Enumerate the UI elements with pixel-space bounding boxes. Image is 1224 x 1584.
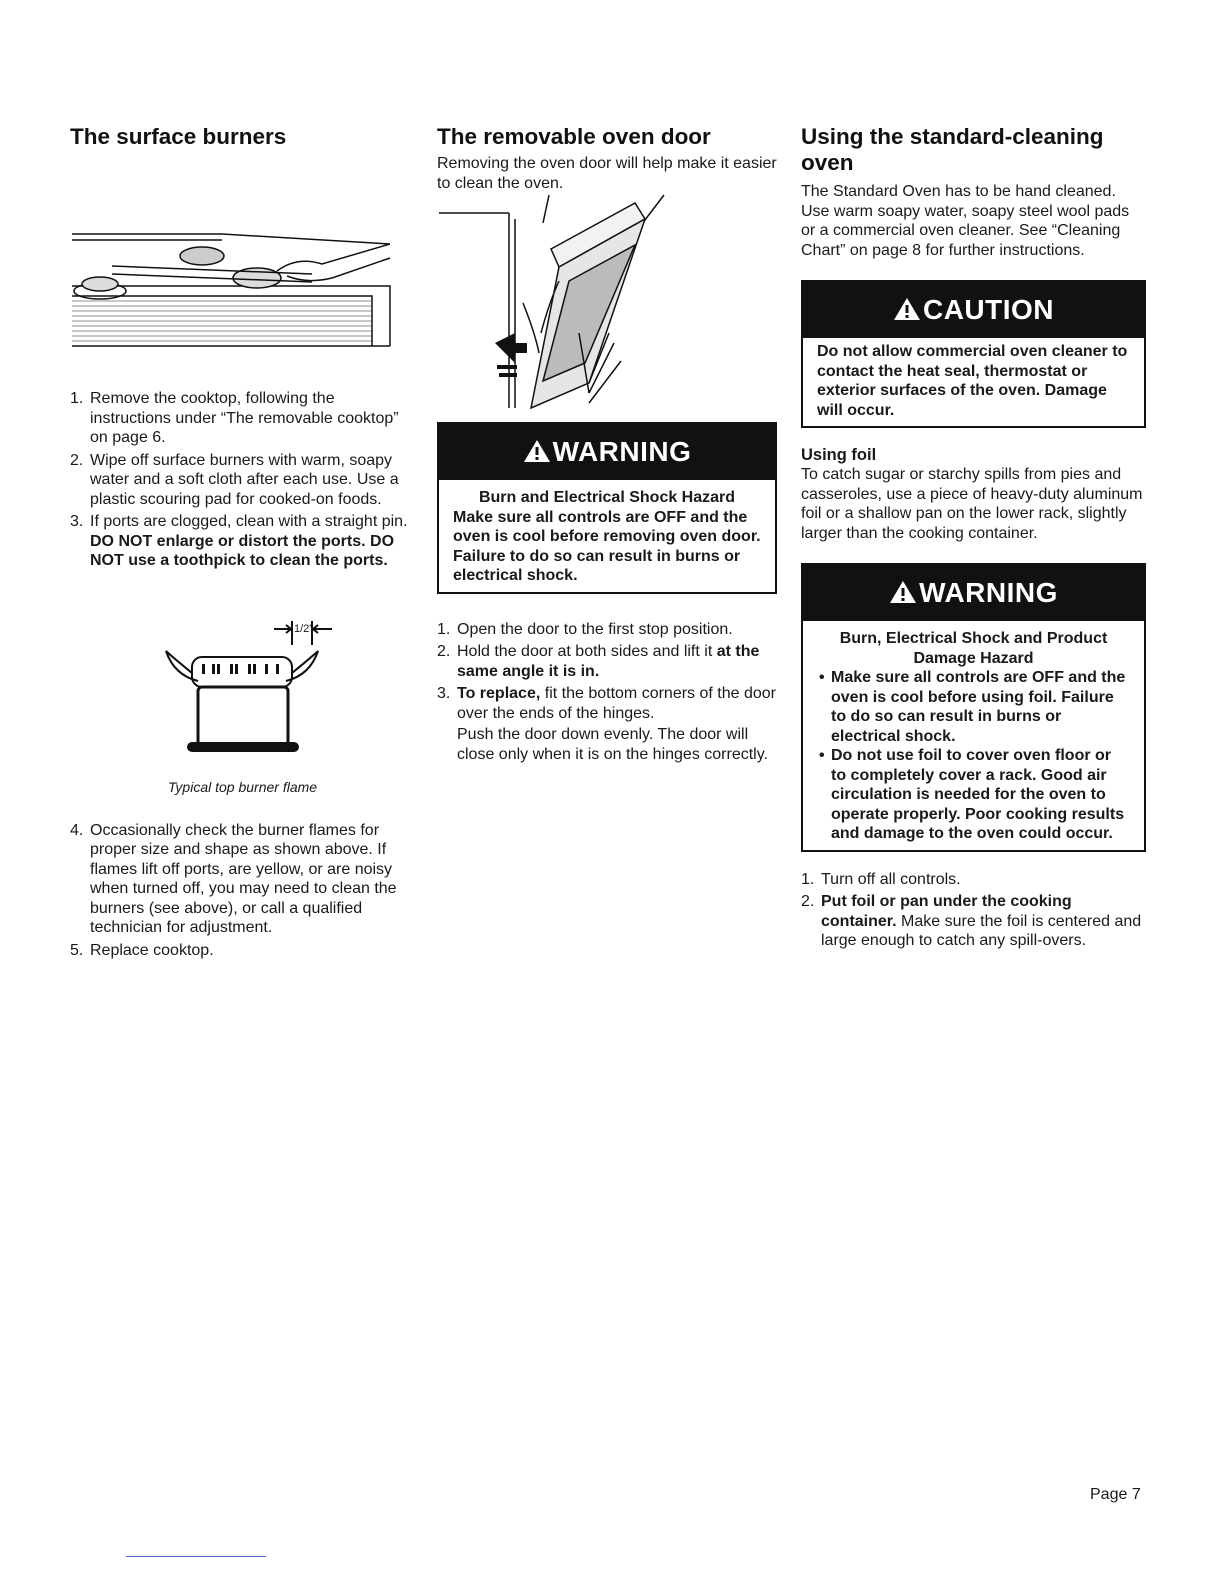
column-surface-burners — [70, 124, 415, 963]
list-item: 1. Turn off all controls. — [801, 870, 961, 888]
caution-text: Do not allow commercial oven cleaner to contact the heat seal, thermostat or exterior surfaces of the oven. Damage will occur. — [817, 343, 1128, 419]
caution-box — [801, 280, 1146, 428]
cleaning-intro: The Standard Oven has to be hand cleaned. Use warm soapy water, soapy steel wool pads or a commercial oven cleaner. See “Cleaning Chart” on page 8 for further instructions. — [801, 183, 1130, 259]
warning-bullet: • Do not use foil to cover oven floor or to completely cover a rack. Good air circulation is needed for the oven to operate properly. Poor cooking results and damage to the oven could occur. — [819, 747, 1125, 842]
warning-text: Make sure all controls are OFF and the oven is cool before removing oven door. Failure to do so can result in burns or electrical shock. — [453, 508, 761, 584]
caution-header: CAUTION — [803, 282, 1144, 338]
foil-warning-box — [801, 563, 1146, 852]
list-item: 1. Open the door to the first stop position. — [437, 620, 733, 638]
foil-text: To catch sugar or starchy spills from pies and casseroles, use a piece of heavy-duty aluminum foil or a shallow pan on the lower rack, slightly larger than the cooking container. — [801, 466, 1143, 542]
flame-caption: Typical top burner flame — [167, 778, 318, 795]
caution-body — [803, 338, 1144, 426]
surface-steps-part2 — [70, 821, 415, 961]
warning-triangle-icon — [523, 426, 551, 482]
warning-hazard-title: Burn, Electrical Shock and Product Damage Hazard — [839, 630, 1108, 667]
warning-body — [803, 621, 1144, 850]
warning-hazard-title: Burn and Electrical Shock Hazard — [478, 489, 736, 506]
warning-triangle-icon — [893, 284, 921, 340]
door-steps — [437, 620, 777, 765]
list-item: 1. Remove the cooktop, following the instructions under “The removable cooktop” on page 6. — [70, 390, 399, 446]
warning-bullet: • Make sure all controls are OFF and the oven is cool before using foil. Failure to do so can result in burns or electrical shock. — [819, 669, 1126, 745]
door-intro: Removing the oven door will help make it easier to clean the oven. — [437, 155, 777, 192]
foil-steps — [801, 870, 1146, 951]
list-item: 2. Hold the door at both sides and lift it at the same angle it is in. — [437, 643, 760, 680]
column-removable-door — [437, 124, 777, 767]
burner-flame-figure — [70, 615, 415, 755]
door-warning-box — [437, 422, 777, 594]
warning-body — [439, 480, 775, 592]
list-item: 3. To replace, fit the bottom corners of the door over the ends of the hinges. Push the door down evenly. The door will close only when it is on the hinges correctly. — [437, 685, 776, 763]
column-standard-cleaning — [801, 124, 1146, 954]
footer-rule — [126, 1556, 266, 1557]
page-number: Page 7 — [1090, 1486, 1141, 1503]
warning-header: WARNING — [439, 424, 775, 480]
list-item: 2. Wipe off surface burners with warm, soapy water and a soft cloth after each use. Use a plastic scouring pad for cooked-on foods. — [70, 451, 399, 508]
surface-steps-part1 — [70, 389, 415, 571]
section-title-standard-cleaning: Using the standard-cleaning oven — [801, 124, 1104, 175]
list-item: 5. Replace cooktop. — [70, 941, 214, 959]
flame-dimension-label: 1/2" — [294, 622, 314, 635]
warning-header: WARNING — [803, 565, 1144, 621]
oven-door-removal-illustration — [439, 193, 669, 418]
section-title-surface-burners: The surface burners — [70, 124, 287, 149]
list-item: 3. If ports are clogged, clean with a straight pin. DO NOT enlarge or distort the ports. DO NOT use a toothpick to clean the ports. — [70, 513, 408, 569]
list-item: 4. Occasionally check the burner flames for proper size and shape as shown above. If flames lift off ports, are yellow, or are noisy when turned off, you may need to clean the burners (see above), or call a qualified technician for adjustment. — [70, 821, 397, 936]
list-item: 2. Put foil or pan under the cooking container. Make sure the foil is centered and large enough to catch any spill-overs. — [801, 893, 1142, 949]
foil-heading: Using foil — [801, 446, 877, 464]
section-title-removable-door: The removable oven door — [437, 124, 711, 149]
warning-triangle-icon — [889, 567, 917, 623]
burner-cleaning-illustration — [72, 226, 392, 351]
